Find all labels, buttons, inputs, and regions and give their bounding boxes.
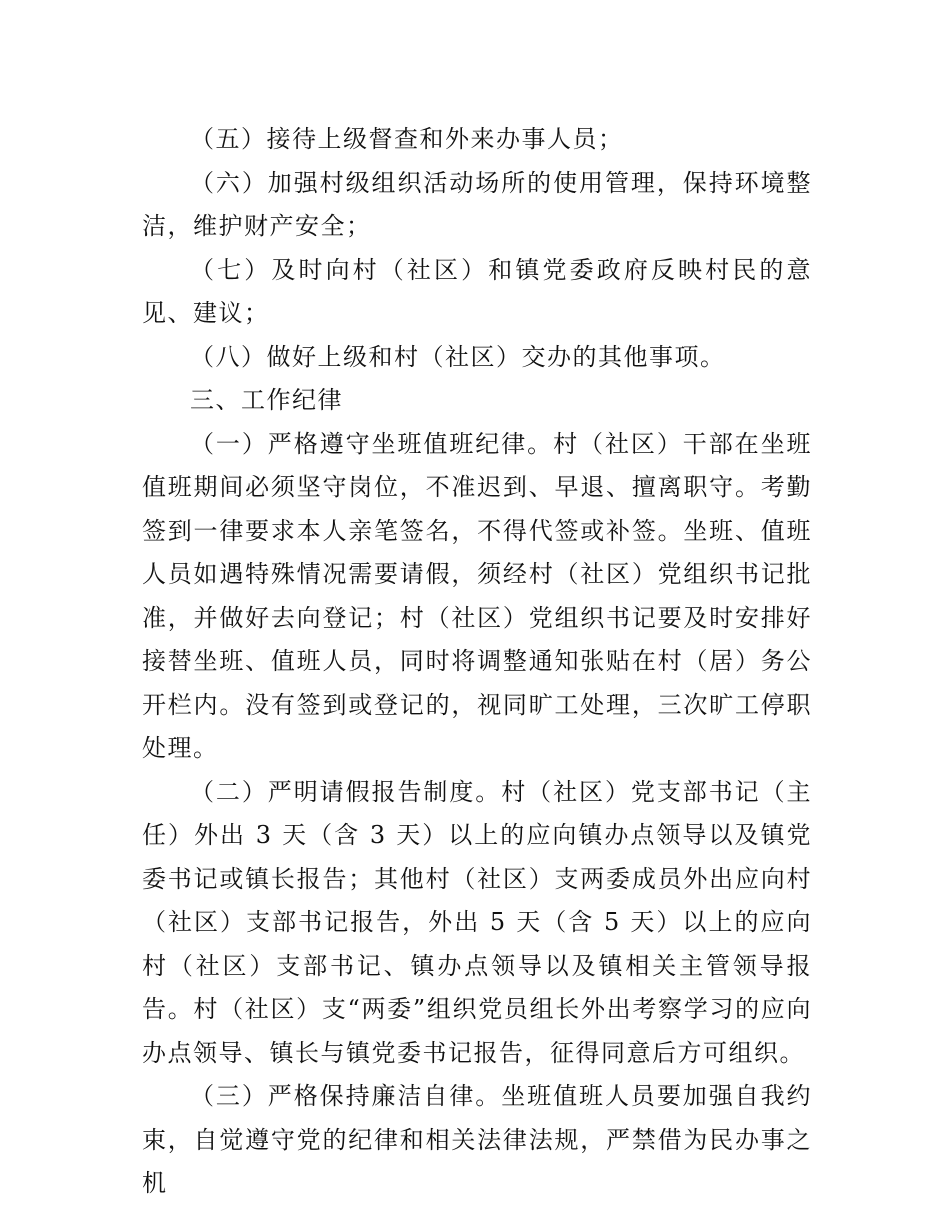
discipline-item-2: （二）严明请假报告制度。村（社区）党支部书记（主任）外出 3 天（含 3 天）以上的应向镇办点领导以及镇党委书记或镇长报告；其他村（社区）支两委成员外出应向村（社区）支部书记报告，外出 5 天（含 5 天）以上的应向村（社区）支部书记、镇办点领导以及镇相关主管领导报告。村（社区）支“两委”组织党员组长外出考察学习的应向办点领导、镇长与镇党委书记报告，征得同意后方可组织。 — [142, 777, 812, 1067]
duty-item-8: （八）做好上级和村（社区）交办的其他事项。 — [190, 342, 726, 371]
discipline-item-3: （三）严格保持廉洁自律。坐班值班人员要加强自我约束，自觉遵守党的纪律和相关法律法规，严禁借为民办事之机 — [142, 1082, 812, 1197]
duty-item-7: （七）及时向村（社区）和镇党委政府反映村民的意见、建议； — [142, 255, 812, 327]
discipline-item-1: （一）严格遵守坐班值班纪律。村（社区）干部在坐班值班期间必须坚守岗位，不准迟到、早退、擅离职守。考勤签到一律要求本人亲笔签名，不得代签或补签。坐班、值班人员如遇特殊情况需要请假，须经村（社区）党组织书记批准，并做好去向登记；村（社区）党组织书记要及时安排好接替坐班、值班人员，同时将调整通知张贴在村（居）务公开栏内。没有签到或登记的，视同旷工处理，三次旷工停职处理。 — [142, 429, 812, 762]
duty-item-5: （五）接待上级督查和外来办事人员； — [190, 125, 624, 153]
duty-item-6: （六）加强村级组织活动场所的使用管理，保持环境整洁，维护财产安全； — [142, 168, 812, 240]
section-heading-work-discipline: 三、工作纪律 — [190, 386, 343, 414]
document-page — [142, 118, 812, 1206]
